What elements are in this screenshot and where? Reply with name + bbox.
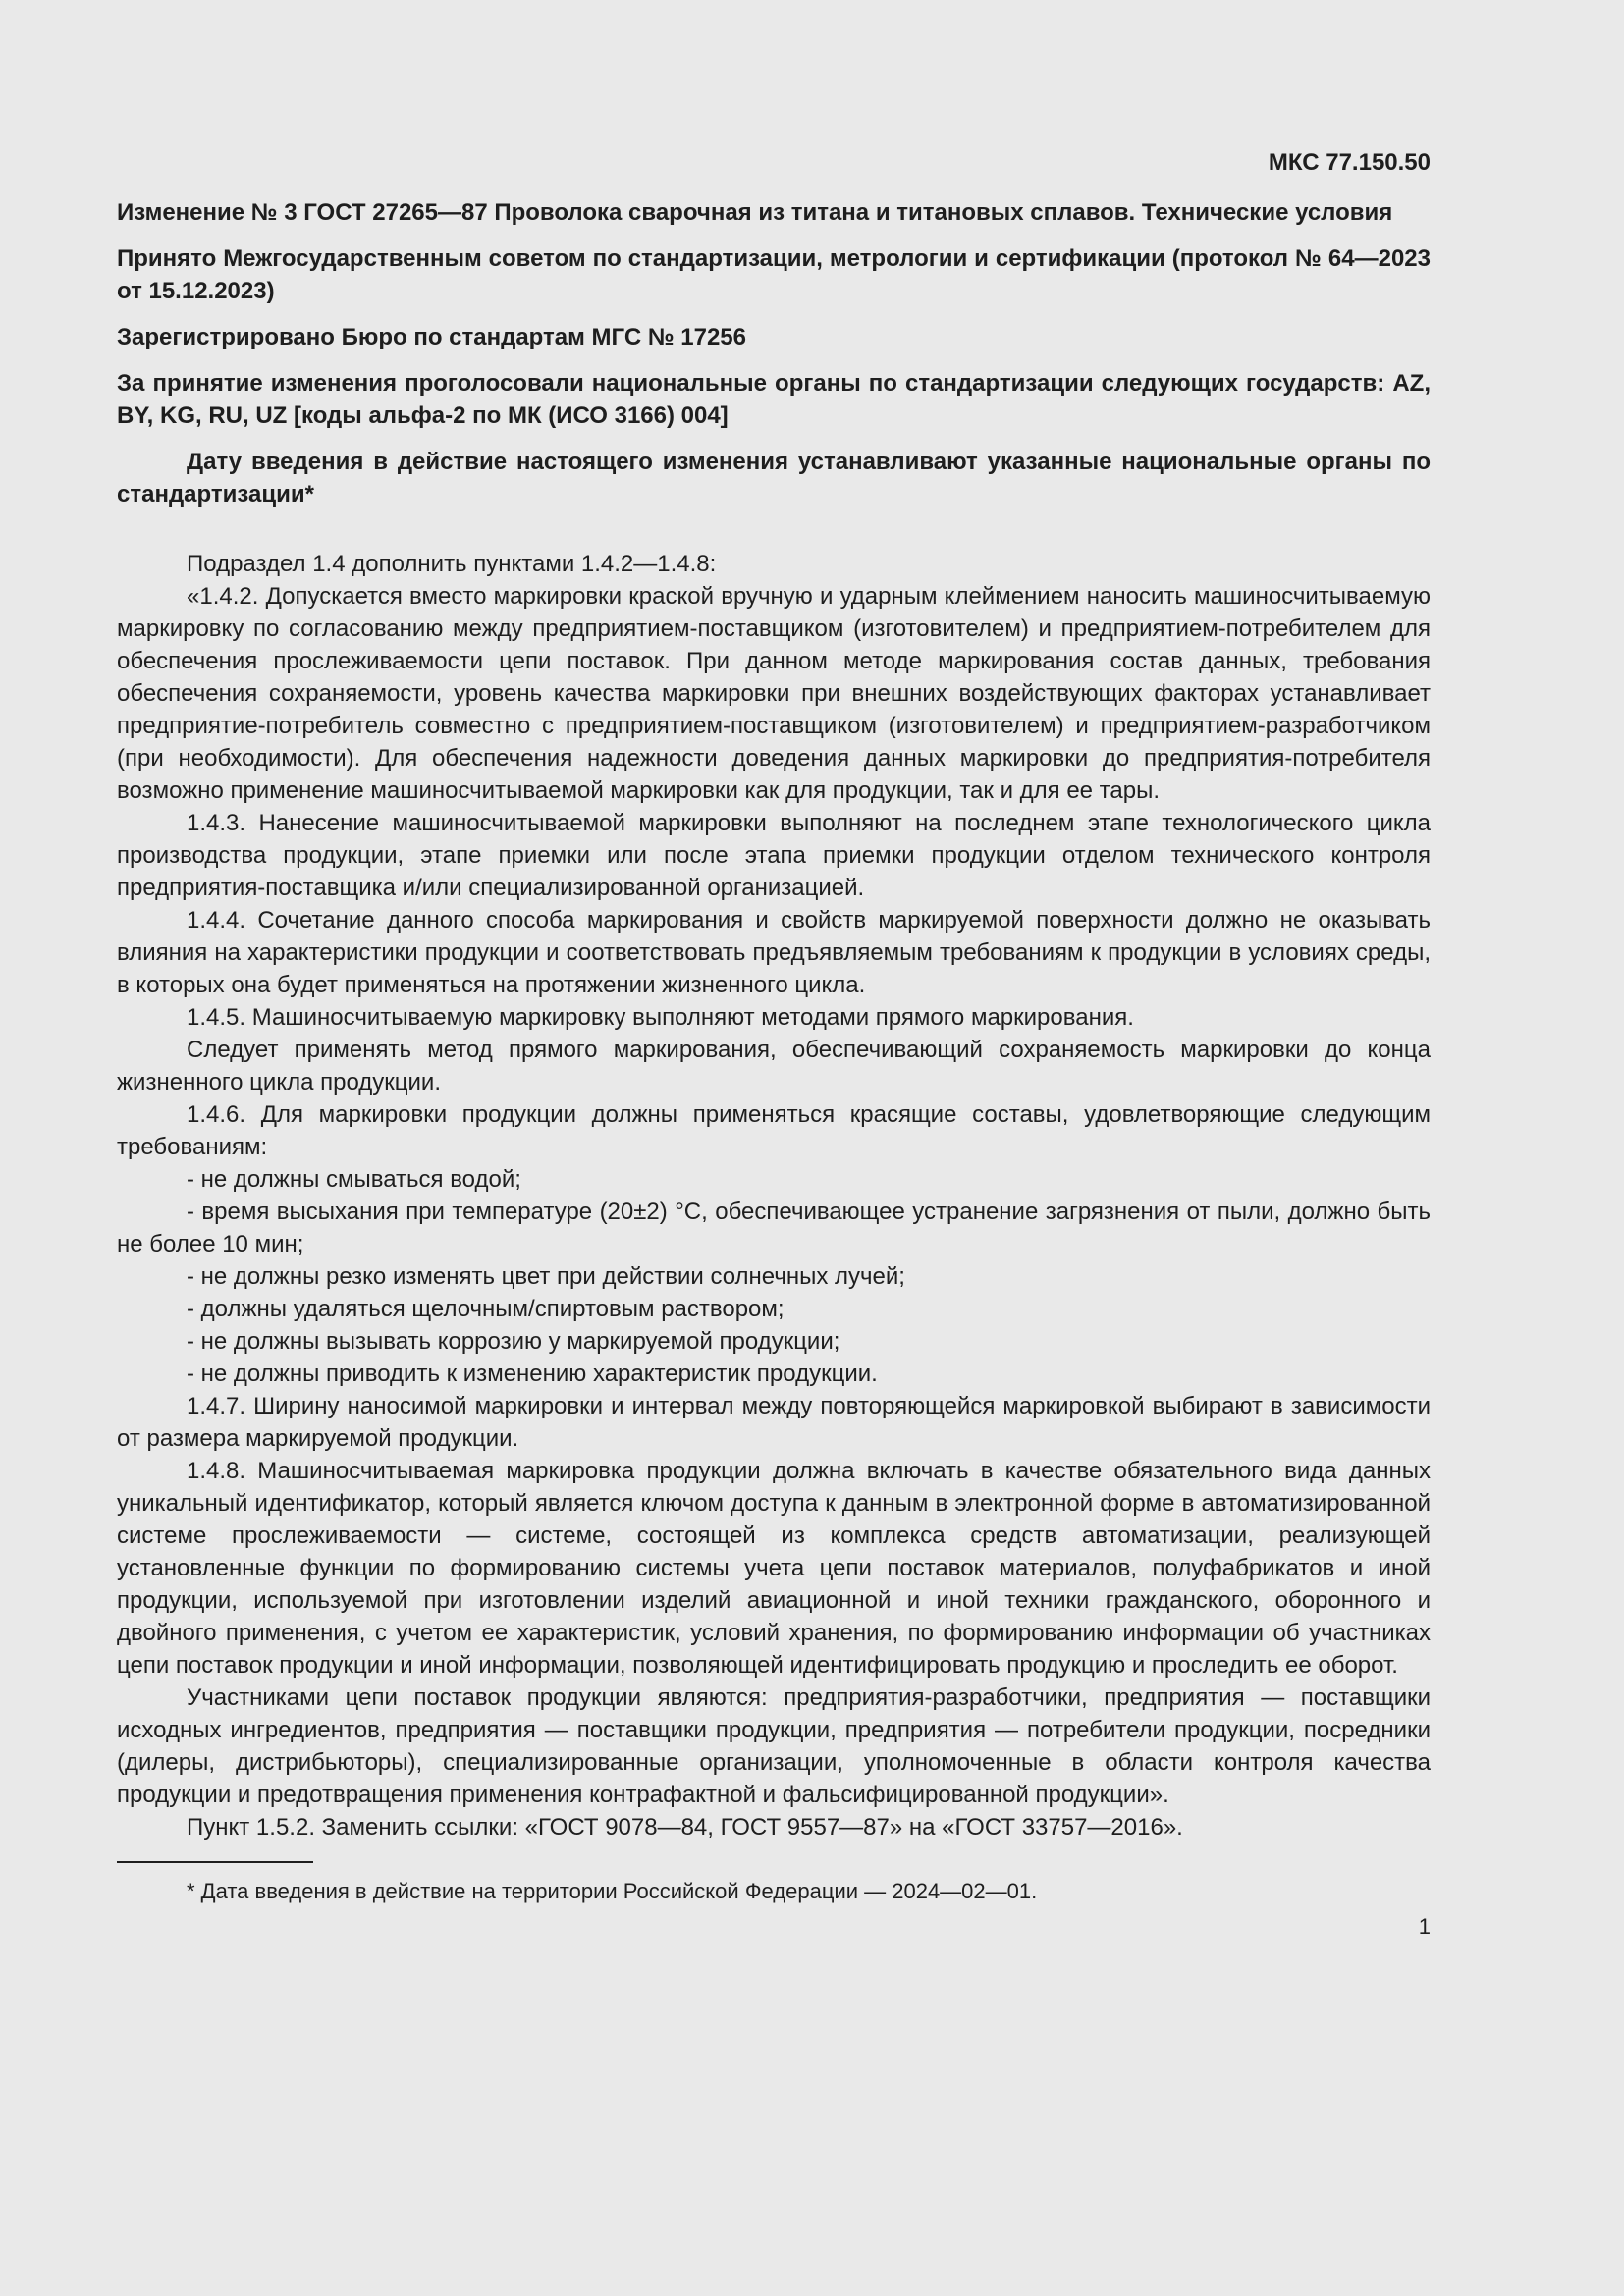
amendment-title: Изменение № 3 ГОСТ 27265—87 Проволока сварочная из титана и титановых сплавов. Технические условия xyxy=(117,199,1393,226)
paragraph: Участниками цепи поставок продукции являются: предприятия-разработчики, предприятия — поставщики исходных ингредиентов, предприятия — поставщики продукции, предприятия — потребители продукции, посредники (дилеры, дистрибьюторы), специализированные организации, уполномоченные в области контроля качества продукции и предотвращения применения контрафактной и фальсифицированной продукции». xyxy=(117,1684,1431,1808)
adopted-statement: Принято Межгосударственным советом по стандартизации, метрологии и сертификации (протокол № 64—2023 от 15.12.2023) xyxy=(117,245,1431,304)
list-item: - не должны приводить к изменению характеристик продукции. xyxy=(187,1361,878,1387)
document-page xyxy=(117,147,1431,1942)
paragraph: 1.4.8. Машиносчитываемая маркировка продукции должна включать в качестве обязательного вида данных уникальный идентификатор, который является ключом доступа к данным в электронной форме в автоматизированной системе прослеживаемости — системе, состоящей из комплекса средств автоматизации, реализующей установленные функции по формированию системы учета цепи поставок материалов, полуфабрикатов и иной продукции, используемой при изготовлении изделий авиационной и иной техники гражданского, оборонного и двойного применения, с учетом ее характеристик, условий хранения, по формированию информации об участниках цепи поставок продукции и иной информации, позволяющей идентифицировать продукцию и проследить ее оборот. xyxy=(117,1458,1431,1679)
paragraph: 1.4.5. Машиносчитываемую маркировку выполняют методами прямого маркирования. xyxy=(187,1004,1134,1031)
footnote-separator xyxy=(117,1861,313,1863)
paragraph: «1.4.2. Допускается вместо маркировки краской вручную и ударным клеймением наносить машиносчитываемую маркировку по согласованию между предприятием-поставщиком (изготовителем) и предприятием-потребителем для обеспечения прослеживаемости цепи поставок. При данном методе маркирования состав данных, требования обеспечения сохраняемости, уровень качества маркировки при внешних воздействующих факторах устанавливает предприятие-потребитель совместно с предприятием-поставщиком (изготовителем) и предприятием-разработчиком (при необходимости). Для обеспечения надежности доведения данных маркировки до предприятия-потребителя возможно применение машиносчитываемой маркировки как для продукции, так и для ее тары. xyxy=(117,583,1431,804)
paragraph: 1.4.6. Для маркировки продукции должны применяться красящие составы, удовлетворяющие следующим требованиям: xyxy=(117,1101,1431,1160)
paragraph: 1.4.7. Ширину наносимой маркировки и интервал между повторяющейся маркировкой выбирают в зависимости от размера маркируемой продукции. xyxy=(117,1393,1431,1452)
list-item: - время высыхания при температуре (20±2) °С, обеспечивающее устранение загрязнения от пыли, должно быть не более 10 мин; xyxy=(117,1199,1431,1257)
footnote: * Дата введения в действие на территории Российской Федерации — 2024—02—01. xyxy=(187,1879,1038,1903)
page-number: 1 xyxy=(1418,1914,1431,1939)
registration-statement: Зарегистрировано Бюро по стандартам МГС № 17256 xyxy=(117,324,746,350)
paragraph: Пункт 1.5.2. Заменить ссылки: «ГОСТ 9078—84, ГОСТ 9557—87» на «ГОСТ 33757—2016». xyxy=(187,1814,1183,1841)
effective-date-statement: Дату введения в действие настоящего изменения устанавливают указанные национальные органы по стандартизации* xyxy=(117,449,1431,507)
list-item: - не должны резко изменять цвет при действии солнечных лучей; xyxy=(187,1263,905,1290)
classification-code: МКС 77.150.50 xyxy=(1268,149,1431,176)
amendment-body xyxy=(117,548,1431,1843)
list-item: - не должны смываться водой; xyxy=(187,1166,521,1193)
paragraph: Подраздел 1.4 дополнить пунктами 1.4.2—1.4.8: xyxy=(187,551,717,577)
paragraph: 1.4.4. Сочетание данного способа маркирования и свойств маркируемой поверхности должно не оказывать влияния на характеристики продукции и соответствовать предъявляемым требованиям к продукции в условиях среды, в которых она будет применяться на протяжении жизненного цикла. xyxy=(117,907,1431,998)
paragraph: 1.4.3. Нанесение машиносчитываемой маркировки выполняют на последнем этапе технологического цикла производства продукции, этапе приемки или после этапа приемки продукции отделом технического контроля предприятия-поставщика и/или специализированной организацией. xyxy=(117,810,1431,901)
list-item: - должны удаляться щелочным/спиртовым раствором; xyxy=(187,1296,785,1322)
paragraph: Следует применять метод прямого маркирования, обеспечивающий сохраняемость маркировки до конца жизненного цикла продукции. xyxy=(117,1037,1431,1095)
list-item: - не должны вызывать коррозию у маркируемой продукции; xyxy=(187,1328,840,1355)
voting-statement: За принятие изменения проголосовали национальные органы по стандартизации следующих государств: AZ, BY, KG, RU, UZ [коды альфа-2 по МК (ИСО 3166) 004] xyxy=(117,370,1431,429)
